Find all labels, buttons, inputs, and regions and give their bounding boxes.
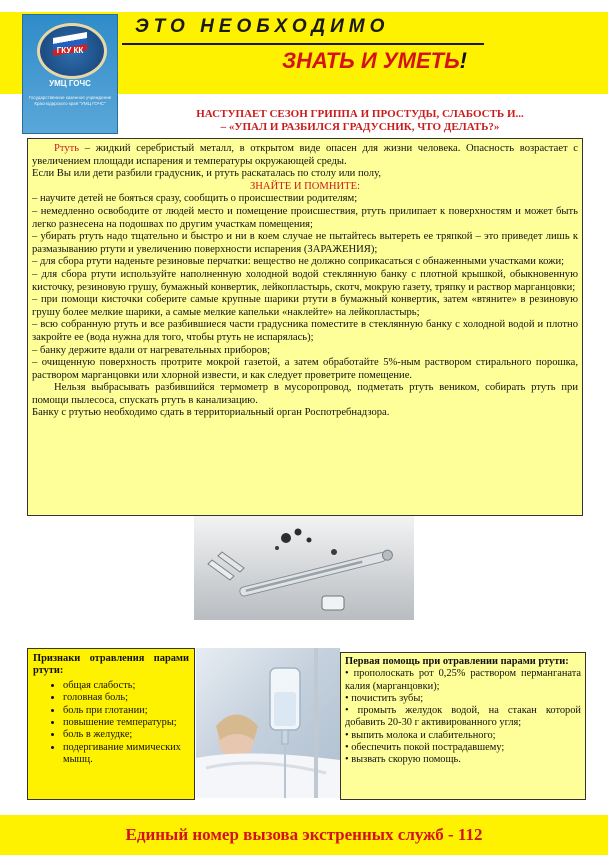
- list-item: – банку держите вдали от нагревательных приборов;: [32, 344, 271, 356]
- symptoms-list: [33, 680, 189, 767]
- symptoms-title: Признаки отравления парами ртути:: [33, 653, 189, 677]
- intro-rest: – жидкий серебристый металл, в открытом виде опасен для жизни человека. Опасность возрастает с увеличением площади испарения и температуры окружающей среды.: [32, 143, 578, 167]
- list-item: – при помощи кисточки соберите самые крупные шарики ртути в бумажный конвертик, затем «втяните» в резиновую грушу более мелкие шарики, а самые мелкие капельки «наклейте» на лейкопластырь;: [32, 294, 578, 318]
- header-divider: [122, 43, 484, 45]
- first-aid-title: Первая помощь при отравлении парами ртути:: [345, 656, 569, 667]
- list-item: • повышение температуры;: [63, 717, 189, 729]
- thermometer-illustration: [194, 516, 414, 620]
- list-item: • обеспечить покой пострадавшему;: [345, 742, 505, 754]
- subtitle-line1: НАСТУПАЕТ СЕЗОН ГРИППА И ПРОСТУДЫ, СЛАБОСТЬ И...: [196, 108, 524, 120]
- list-item: • головная боль;: [63, 692, 189, 704]
- list-item: • вызвать скорую помощь.: [345, 754, 461, 766]
- list-item: • промыть желудок водой, на стакан которой добавить 20-30 г активированного угля;: [345, 705, 581, 729]
- list-item: • подергивание мимических мышц.: [63, 742, 189, 767]
- broken-thermometer-line: Если Вы или дети разбили градусник, и ртуть раскаталась по столу или полу,: [32, 168, 381, 180]
- broken-thermometer-photo: [194, 516, 414, 620]
- intro-paragraph: [32, 143, 578, 168]
- list-item: • боль в желудке;: [63, 729, 189, 741]
- list-item: – научите детей не бояться сразу, сообщить о происшествии родителям;: [32, 193, 358, 205]
- list-item: – для сбора ртути наденьте резиновые перчатки: вещество не должно соприкасаться с обнаженными участками кожи;: [32, 256, 565, 268]
- subtitle: [120, 108, 600, 134]
- know-heading: ЗНАЙТЕ И ПОМНИТЕ:: [249, 180, 361, 192]
- first-aid-box: [340, 652, 586, 800]
- list-item: – убирать ртуть надо тщательно и быстро и ни в коем случае не пытайтесь вытереть ее тряпкой – это приведет лишь к размазыванию ртути и увеличению поверхности испарения (ЗАРАЖЕНИЯ);: [32, 231, 578, 255]
- subtitle-line2: – «УПАЛ И РАЗБИЛСЯ ГРАДУСНИК, ЧТО ДЕЛАТЬ?»: [220, 121, 500, 133]
- list-item: – всю собранную ртуть и все разбившиеся части градусника поместите в стеклянную банку с холодной водой и плотно закройте ее (вода нужна для того, чтобы ртуть не испарялась);: [32, 319, 578, 343]
- warning-paragraph: Нельзя выбрасывать разбившийся термометр в мусоропровод, подметать ртуть веником, собирать ртуть при помощи пылесоса, спускать ртуть в канализацию.: [32, 382, 578, 406]
- intro-term: Ртуть: [54, 143, 80, 154]
- header-title-line1: ЭТО НЕОБХОДИМО: [135, 16, 390, 37]
- list-item: – очищенную поверхность протрите мокрой газетой, а затем обработайте 5%-ным раствором стирального порошка, раствором марганцовки или хлорной извести, и как следует проветрите помещение.: [32, 357, 578, 381]
- header-title-text: ЗНАТЬ И УМЕТЬ: [282, 48, 460, 73]
- logo-bottom-label: УМЦ ГОЧС: [49, 79, 91, 88]
- list-item: – для сбора ртути используйте наполненную холодной водой стеклянную банку с плотной крышкой, обыкновенную кисточку, резиновую грушу, бумажный конвертик, лейкопластырь, скотч, мокрую газету, тряпку и раствор марганцовки;: [32, 268, 578, 293]
- list-item: – немедленно освободите от людей место и помещение происшествия, ртуть прилипает к поверхностям и может быть легко разнесена на подошвах по другим участкам помещения;: [32, 205, 578, 230]
- list-item: • общая слабость;: [63, 680, 189, 692]
- main-text-box: [27, 138, 583, 516]
- list-item: • прополоскать рот 0,25% раствором перманганата калия (марганцовки);: [345, 668, 581, 692]
- emergency-number-text: Единый номер вызова экстренных служб - 112: [125, 825, 483, 844]
- symptoms-box: [27, 648, 195, 800]
- list-item: • боль при глотании;: [63, 705, 189, 717]
- logo-top-label: ГКУ КК: [56, 46, 84, 55]
- header-title-line2: [282, 48, 467, 74]
- patient-illustration: [196, 648, 340, 798]
- footer-band: [0, 815, 608, 855]
- logo: [22, 14, 118, 134]
- header-exclamation: !: [459, 48, 467, 73]
- logo-caption: Государственное казенное учреждение Краснодарского края "УМЦ ГОЧС": [28, 95, 112, 106]
- list-item: • выпить молока и слабительного;: [345, 729, 496, 741]
- closing-paragraph: Банку с ртутью необходимо сдать в территориальный орган Роспотребнадзора.: [32, 407, 390, 419]
- patient-iv-photo: [196, 648, 340, 798]
- list-item: • почистить зубы;: [345, 692, 424, 704]
